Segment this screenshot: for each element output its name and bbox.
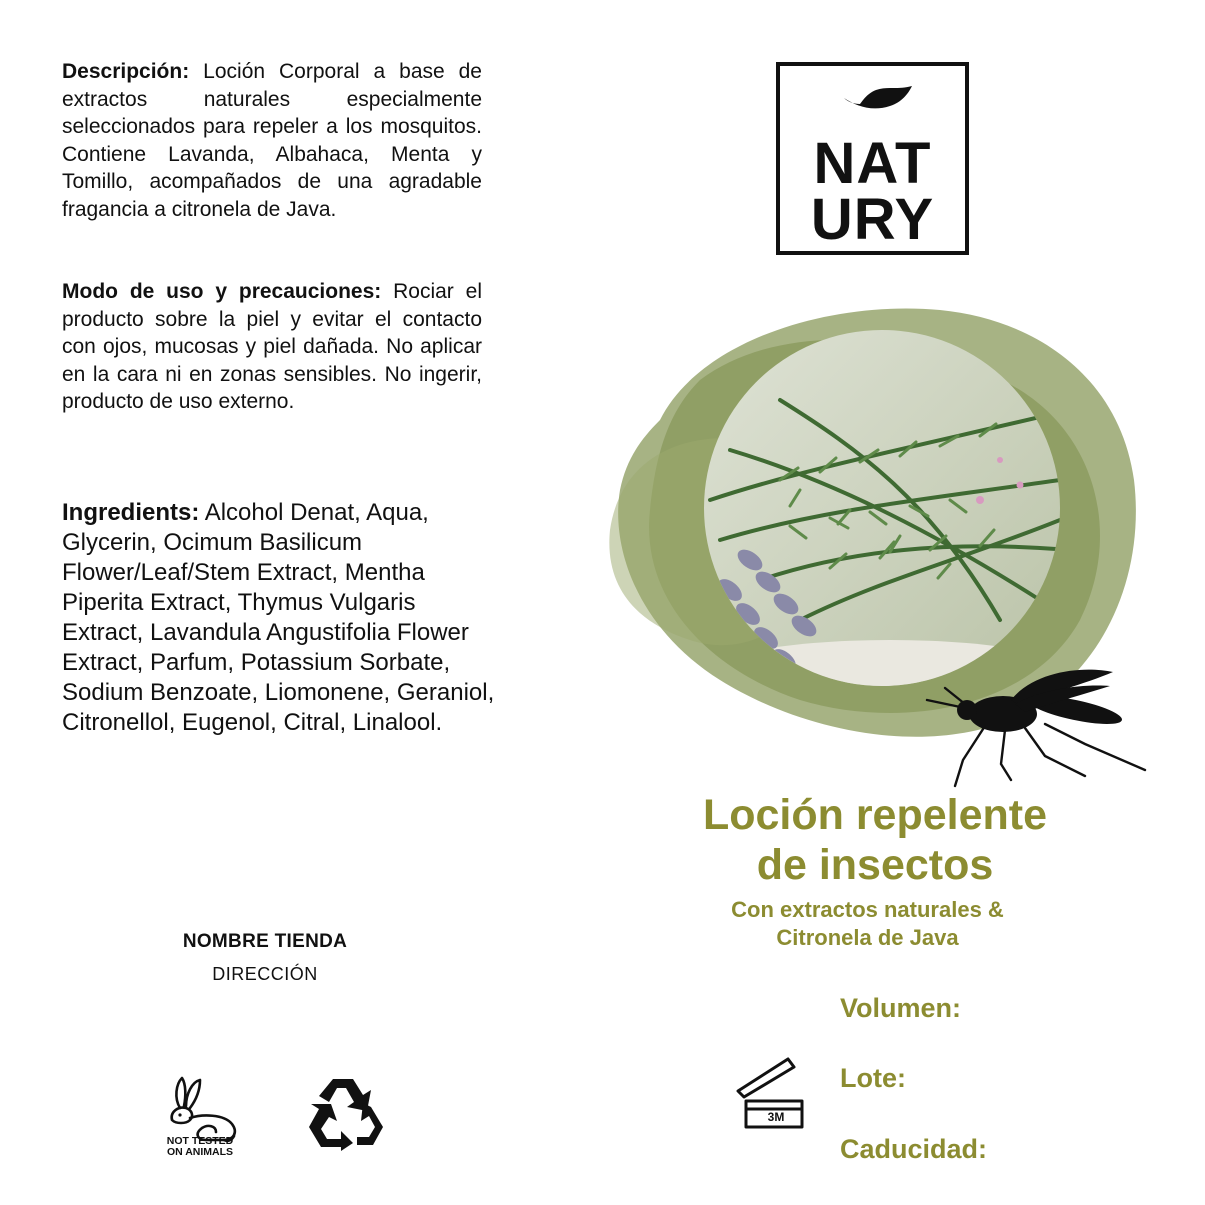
ingredients-block — [62, 498, 502, 738]
leaf-icon — [842, 84, 914, 114]
mosquito-icon — [925, 660, 1155, 790]
brand-logo — [776, 62, 969, 255]
description-text: Loción Corporal a base de extractos naturales especialmente seleccionados para repeler a los mosquitos. Contiene Lavanda, Albahaca, Menta y Tomillo, acompañados de una agradable fragancia a citronela de Java. — [62, 60, 482, 221]
volume-label: Volumen: — [840, 993, 961, 1023]
logo-line2: URY — [810, 187, 935, 252]
ingredients-heading: Ingredients: — [62, 499, 200, 526]
description-heading: Descripción: — [62, 60, 190, 83]
cruelty-free-line1: NOT TESTED — [166, 1135, 234, 1147]
logo-line1: NAT — [813, 131, 932, 196]
expiry-label: Caducidad: — [840, 1134, 988, 1164]
product-title-line2: de insectos — [756, 841, 994, 889]
product-title-line1: Loción repelente — [702, 791, 1048, 839]
store-address: DIRECCIÓN — [212, 964, 318, 984]
description-block — [62, 58, 482, 223]
usage-heading: Modo de uso y precauciones: — [62, 280, 382, 303]
cruelty-free-line2: ON ANIMALS — [166, 1146, 234, 1158]
pao-label: 3M — [767, 1110, 785, 1124]
usage-text: Rociar el producto sobre la piel y evitar el contacto con ojos, mucosas y piel dañada. No aplicar en la cara ni en zonas sensibles. No ingerir, producto de uso externo. — [62, 280, 482, 413]
product-subtitle-line2: Citronela de Java — [776, 925, 959, 950]
store-name: NOMBRE TIENDA — [182, 931, 348, 952]
recycle-icon — [305, 1075, 385, 1151]
cruelty-free-label — [150, 1136, 250, 1158]
ingredients-text: Alcohol Denat, Aqua, Glycerin, Ocimum Basilicum Flower/Leaf/Stem Extract, Mentha Piperita Extract, Thymus Vulgaris Extract, Lavandula Angustifolia Flower Extract, Parfum, Potassium Sorbate, Sodium Benzoate, Liomonene, Geraniol, Citronellol, Eugenol, Citral, Linalool. — [62, 499, 495, 736]
usage-block — [62, 278, 482, 416]
lot-label: Lote: — [840, 1063, 906, 1093]
product-subtitle-line1: Con extractos naturales & — [731, 897, 1004, 922]
